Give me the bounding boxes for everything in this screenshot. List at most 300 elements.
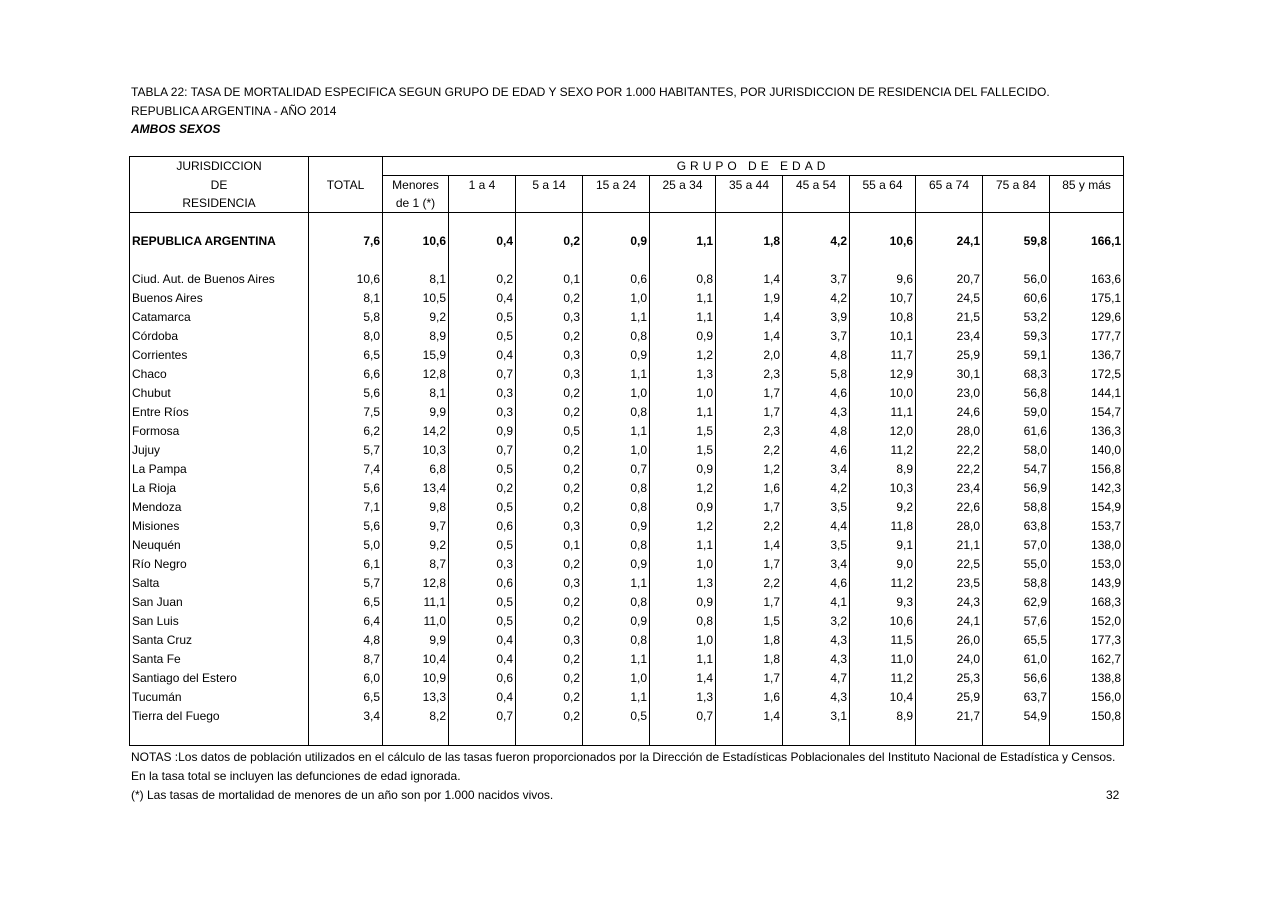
rate-cell: 65,5 (983, 631, 1050, 650)
header-age: 45 a 54 (783, 176, 850, 195)
rate-cell: 23,5 (916, 574, 983, 593)
rate-cell: 0,2 (516, 289, 583, 308)
rate-cell: 140,0 (1050, 441, 1124, 460)
rate-cell: 177,7 (1050, 327, 1124, 346)
rate-cell: 0,1 (516, 270, 583, 289)
table-row (130, 403, 1124, 422)
rate-cell: 11,2 (850, 574, 916, 593)
rate-cell: 1,0 (583, 441, 650, 460)
rate-cell: 154,9 (1050, 498, 1124, 517)
rate-cell: 11,8 (850, 517, 916, 536)
rate-cell: 0,5 (449, 460, 516, 479)
rate-cell: 10,4 (383, 650, 449, 669)
rate-cell: 2,3 (716, 365, 783, 384)
jurisdiction-name: Tucumán (130, 688, 309, 707)
table-row (130, 631, 1124, 650)
rate-cell: 1,7 (716, 555, 783, 574)
rate-cell: 0,8 (583, 631, 650, 650)
rate-cell: 10,9 (383, 669, 449, 688)
rate-cell: 0,2 (516, 403, 583, 422)
table-row (130, 555, 1124, 574)
rate-cell: 8,2 (383, 707, 449, 726)
table-row (130, 574, 1124, 593)
rate-cell: 8,1 (309, 289, 383, 308)
rate-cell: 1,0 (583, 289, 650, 308)
rate-cell: 0,8 (583, 403, 650, 422)
rate-cell: 1,1 (650, 232, 716, 251)
rate-cell: 0,9 (650, 327, 716, 346)
rate-cell: 1,7 (716, 384, 783, 403)
rate-cell: 8,9 (383, 327, 449, 346)
jurisdiction-name: Santa Cruz (130, 631, 309, 650)
rate-cell: 1,0 (650, 384, 716, 403)
rate-cell: 0,3 (516, 631, 583, 650)
rate-cell: 1,4 (650, 669, 716, 688)
rate-cell: 9,6 (850, 270, 916, 289)
rate-cell: 24,6 (916, 403, 983, 422)
jurisdiction-name: Río Negro (130, 555, 309, 574)
rate-cell: 8,0 (309, 327, 383, 346)
rate-cell: 154,7 (1050, 403, 1124, 422)
rate-cell: 53,2 (983, 308, 1050, 327)
rate-cell: 0,3 (449, 555, 516, 574)
rate-cell: 12,0 (850, 422, 916, 441)
rate-cell: 68,3 (983, 365, 1050, 384)
rate-cell: 10,0 (850, 384, 916, 403)
rate-cell: 175,1 (1050, 289, 1124, 308)
header-residencia: RESIDENCIA (130, 194, 309, 213)
rate-cell: 11,0 (383, 612, 449, 631)
jurisdiction-name: Jujuy (130, 441, 309, 460)
page-number: 32 (1106, 788, 1120, 802)
rate-cell: 2,0 (716, 346, 783, 365)
rate-cell: 4,1 (783, 593, 850, 612)
rate-cell: 58,8 (983, 498, 1050, 517)
jurisdiction-name: Córdoba (130, 327, 309, 346)
table-row (130, 460, 1124, 479)
rate-cell: 0,9 (650, 593, 716, 612)
rate-cell: 0,2 (516, 384, 583, 403)
table-row (130, 498, 1124, 517)
rate-cell: 1,1 (650, 403, 716, 422)
rate-cell: 10,6 (850, 612, 916, 631)
rate-cell: 56,0 (983, 270, 1050, 289)
rate-cell: 172,5 (1050, 365, 1124, 384)
jurisdiction-name: Misiones (130, 517, 309, 536)
rate-cell: 10,6 (309, 270, 383, 289)
rate-cell: 54,9 (983, 707, 1050, 726)
rate-cell: 4,2 (783, 232, 850, 251)
rate-cell: 24,0 (916, 650, 983, 669)
header-menores-sub: de 1 (*) (383, 194, 449, 213)
rate-cell: 12,8 (383, 574, 449, 593)
rate-cell: 1,0 (583, 669, 650, 688)
header-age: 5 a 14 (516, 176, 583, 195)
rate-cell: 22,2 (916, 460, 983, 479)
rate-cell: 7,6 (309, 232, 383, 251)
rate-cell: 54,7 (983, 460, 1050, 479)
rate-cell: 55,0 (983, 555, 1050, 574)
rate-cell: 0,8 (583, 327, 650, 346)
rate-cell: 24,1 (916, 612, 983, 631)
rate-cell: 0,2 (516, 612, 583, 631)
rate-cell: 1,0 (650, 555, 716, 574)
rate-cell: 10,6 (383, 232, 449, 251)
jurisdiction-name: San Juan (130, 593, 309, 612)
rate-cell: 7,1 (309, 498, 383, 517)
rate-cell: 168,3 (1050, 593, 1124, 612)
header-grupo-edad: GRUPO DE EDAD (383, 157, 1124, 176)
rate-cell: 5,8 (783, 365, 850, 384)
rate-cell: 26,0 (916, 631, 983, 650)
rate-cell: 1,6 (716, 479, 783, 498)
note-edad-ignorada: En la tasa total se incluyen las defunciones de edad ignorada. (131, 769, 461, 783)
note-poblacion: NOTAS :Los datos de población utilizados en el cálculo de las tasas fueron proporcionados por la Dirección de Estadísticas Poblacionales del Instituto Nacional de Estadística y Censos. (131, 750, 1116, 764)
rate-cell: 4,6 (783, 574, 850, 593)
rate-cell: 0,5 (583, 707, 650, 726)
header-age: 35 a 44 (716, 176, 783, 195)
rate-cell: 60,6 (983, 289, 1050, 308)
rate-cell: 28,0 (916, 422, 983, 441)
rate-cell: 10,8 (850, 308, 916, 327)
rate-cell: 0,5 (449, 308, 516, 327)
rate-cell: 0,3 (516, 574, 583, 593)
rate-cell: 25,9 (916, 346, 983, 365)
rate-cell: 0,8 (583, 498, 650, 517)
rate-cell: 3,7 (783, 327, 850, 346)
table-row (130, 517, 1124, 536)
table-row (130, 289, 1124, 308)
rate-cell: 22,2 (916, 441, 983, 460)
rate-cell: 56,8 (983, 384, 1050, 403)
rate-cell: 1,4 (716, 536, 783, 555)
rate-cell: 129,6 (1050, 308, 1124, 327)
rate-cell: 6,5 (309, 593, 383, 612)
rate-cell: 9,9 (383, 403, 449, 422)
table-row (130, 688, 1124, 707)
rate-cell: 6,2 (309, 422, 383, 441)
rate-cell: 1,1 (583, 365, 650, 384)
rate-cell: 1,7 (716, 593, 783, 612)
rate-cell: 0,2 (516, 460, 583, 479)
table-row (130, 441, 1124, 460)
rate-cell: 6,4 (309, 612, 383, 631)
jurisdiction-name: La Pampa (130, 460, 309, 479)
rate-cell: 28,0 (916, 517, 983, 536)
rate-cell: 1,1 (583, 650, 650, 669)
rate-cell: 13,3 (383, 688, 449, 707)
rate-cell: 0,2 (516, 707, 583, 726)
jurisdiction-name: Ciud. Aut. de Buenos Aires (130, 270, 309, 289)
rate-cell: 1,1 (650, 650, 716, 669)
header-jurisdiccion: JURISDICCION (130, 157, 309, 176)
rate-cell: 10,3 (383, 441, 449, 460)
rate-cell: 153,0 (1050, 555, 1124, 574)
rate-cell: 0,8 (583, 536, 650, 555)
rate-cell: 0,3 (449, 403, 516, 422)
jurisdiction-name: Salta (130, 574, 309, 593)
rate-cell: 6,5 (309, 346, 383, 365)
rate-cell: 12,9 (850, 365, 916, 384)
table-row (130, 650, 1124, 669)
rate-cell: 23,4 (916, 327, 983, 346)
rate-cell: 10,7 (850, 289, 916, 308)
header-de: DE (130, 176, 309, 195)
rate-cell: 1,1 (583, 688, 650, 707)
rate-cell: 0,4 (449, 688, 516, 707)
rate-cell: 162,7 (1050, 650, 1124, 669)
rate-cell: 8,9 (850, 707, 916, 726)
rate-cell: 4,8 (309, 631, 383, 650)
rate-cell: 1,1 (650, 308, 716, 327)
rate-cell: 0,8 (583, 593, 650, 612)
rate-cell: 11,2 (850, 669, 916, 688)
rate-cell: 0,2 (516, 232, 583, 251)
rate-cell: 0,2 (449, 270, 516, 289)
national-row (130, 232, 1124, 251)
rate-cell: 61,6 (983, 422, 1050, 441)
table-subtitle: REPUBLICA ARGENTINA - AÑO 2014 (131, 104, 337, 118)
table-row (130, 365, 1124, 384)
rate-cell: 0,3 (449, 384, 516, 403)
rate-cell: 0,6 (449, 517, 516, 536)
rate-cell: 2,2 (716, 441, 783, 460)
rate-cell: 1,3 (650, 688, 716, 707)
rate-cell: 163,6 (1050, 270, 1124, 289)
rate-cell: 11,1 (383, 593, 449, 612)
header-age: 55 a 64 (850, 176, 916, 195)
rate-cell: 5,7 (309, 574, 383, 593)
rate-cell: 0,5 (449, 612, 516, 631)
rate-cell: 58,8 (983, 574, 1050, 593)
rate-cell: 0,6 (449, 574, 516, 593)
rate-cell: 56,9 (983, 479, 1050, 498)
rate-cell: 1,1 (583, 308, 650, 327)
rate-cell: 59,0 (983, 403, 1050, 422)
rate-cell: 6,8 (383, 460, 449, 479)
rate-cell: 6,6 (309, 365, 383, 384)
rate-cell: 0,2 (516, 498, 583, 517)
rate-cell: 2,2 (716, 517, 783, 536)
rate-cell: 4,3 (783, 631, 850, 650)
rate-cell: 0,9 (650, 460, 716, 479)
rate-cell: 1,0 (583, 384, 650, 403)
rate-cell: 0,2 (516, 650, 583, 669)
rate-cell: 22,5 (916, 555, 983, 574)
rate-cell: 9,9 (383, 631, 449, 650)
rate-cell: 1,5 (716, 612, 783, 631)
jurisdiction-name: Chubut (130, 384, 309, 403)
jurisdiction-name: Santa Fe (130, 650, 309, 669)
header-age: 1 a 4 (449, 176, 516, 195)
rate-cell: 8,1 (383, 270, 449, 289)
rate-cell: 0,2 (449, 479, 516, 498)
sex-label: AMBOS SEXOS (131, 122, 221, 136)
rate-cell: 6,0 (309, 669, 383, 688)
rate-cell: 0,5 (449, 536, 516, 555)
jurisdiction-name: Formosa (130, 422, 309, 441)
rate-cell: 0,5 (449, 593, 516, 612)
rate-cell: 0,7 (449, 707, 516, 726)
table-row (130, 384, 1124, 403)
rate-cell: 24,1 (916, 232, 983, 251)
rate-cell: 11,5 (850, 631, 916, 650)
table-row (130, 270, 1124, 289)
rate-cell: 10,5 (383, 289, 449, 308)
rate-cell: 3,4 (783, 555, 850, 574)
rate-cell: 0,2 (516, 555, 583, 574)
rate-cell: 30,1 (916, 365, 983, 384)
rate-cell: 57,0 (983, 536, 1050, 555)
rate-cell: 0,2 (516, 479, 583, 498)
rate-cell: 4,8 (783, 346, 850, 365)
rate-cell: 138,0 (1050, 536, 1124, 555)
rate-cell: 9,0 (850, 555, 916, 574)
rate-cell: 1,2 (716, 460, 783, 479)
rate-cell: 3,5 (783, 536, 850, 555)
rate-cell: 1,9 (716, 289, 783, 308)
header-total: TOTAL (309, 176, 383, 195)
rate-cell: 142,3 (1050, 479, 1124, 498)
rate-cell: 15,9 (383, 346, 449, 365)
rate-cell: 0,7 (449, 441, 516, 460)
jurisdiction-name: San Luis (130, 612, 309, 631)
rate-cell: 11,0 (850, 650, 916, 669)
rate-cell: 1,8 (716, 232, 783, 251)
rate-cell: 1,5 (650, 441, 716, 460)
rate-cell: 1,4 (716, 327, 783, 346)
table-row (130, 327, 1124, 346)
rate-cell: 21,5 (916, 308, 983, 327)
rate-cell: 0,2 (516, 593, 583, 612)
rate-cell: 1,7 (716, 403, 783, 422)
rate-cell: 22,6 (916, 498, 983, 517)
rate-cell: 0,7 (650, 707, 716, 726)
rate-cell: 9,2 (383, 536, 449, 555)
rate-cell: 24,5 (916, 289, 983, 308)
rate-cell: 0,6 (449, 669, 516, 688)
rate-cell: 4,2 (783, 289, 850, 308)
rate-cell: 4,8 (783, 422, 850, 441)
rate-cell: 144,1 (1050, 384, 1124, 403)
rate-cell: 11,1 (850, 403, 916, 422)
rate-cell: 0,3 (516, 365, 583, 384)
table-row (130, 612, 1124, 631)
rate-cell: 166,1 (1050, 232, 1124, 251)
rate-cell: 0,8 (583, 479, 650, 498)
jurisdiction-name: Mendoza (130, 498, 309, 517)
rate-cell: 1,1 (583, 574, 650, 593)
rate-cell: 153,7 (1050, 517, 1124, 536)
rate-cell: 0,5 (449, 498, 516, 517)
rate-cell: 4,2 (783, 479, 850, 498)
rate-cell: 1,3 (650, 365, 716, 384)
table-row (130, 308, 1124, 327)
rate-cell: 1,0 (650, 631, 716, 650)
rate-cell: 0,6 (583, 270, 650, 289)
table-row (130, 707, 1124, 726)
rate-cell: 0,3 (516, 308, 583, 327)
rate-cell: 4,3 (783, 688, 850, 707)
rate-cell: 5,6 (309, 479, 383, 498)
rate-cell: 25,9 (916, 688, 983, 707)
rate-cell: 11,7 (850, 346, 916, 365)
rate-cell: 1,1 (583, 422, 650, 441)
rate-cell: 0,5 (516, 422, 583, 441)
rate-cell: 150,8 (1050, 707, 1124, 726)
rate-cell: 3,4 (309, 707, 383, 726)
rate-cell: 1,4 (716, 707, 783, 726)
rate-cell: 1,3 (650, 574, 716, 593)
rate-cell: 9,1 (850, 536, 916, 555)
rate-cell: 4,6 (783, 384, 850, 403)
rate-cell: 156,8 (1050, 460, 1124, 479)
rate-cell: 9,2 (383, 308, 449, 327)
rate-cell: 1,1 (650, 536, 716, 555)
header-age: 25 a 34 (650, 176, 716, 195)
rate-cell: 1,8 (716, 631, 783, 650)
rate-cell: 59,1 (983, 346, 1050, 365)
mortality-table (129, 156, 1124, 746)
rate-cell: 21,7 (916, 707, 983, 726)
rate-cell: 138,8 (1050, 669, 1124, 688)
rate-cell: 1,2 (650, 479, 716, 498)
jurisdiction-name: La Rioja (130, 479, 309, 498)
rate-cell: 12,8 (383, 365, 449, 384)
rate-cell: 0,9 (583, 346, 650, 365)
rate-cell: 3,4 (783, 460, 850, 479)
jurisdiction-name: Entre Ríos (130, 403, 309, 422)
rate-cell: 0,9 (650, 498, 716, 517)
rate-cell: 6,1 (309, 555, 383, 574)
rate-cell: 24,3 (916, 593, 983, 612)
table-row (130, 479, 1124, 498)
rate-cell: 10,3 (850, 479, 916, 498)
rate-cell: 9,2 (850, 498, 916, 517)
rate-cell: 1,5 (650, 422, 716, 441)
rate-cell: 0,4 (449, 289, 516, 308)
rate-cell: 13,4 (383, 479, 449, 498)
rate-cell: 0,2 (516, 327, 583, 346)
rate-cell: 3,9 (783, 308, 850, 327)
rate-cell: 5,7 (309, 441, 383, 460)
rate-cell: 1,2 (650, 517, 716, 536)
rate-cell: 4,3 (783, 403, 850, 422)
header-menores: Menores (383, 176, 449, 195)
rate-cell: 1,4 (716, 270, 783, 289)
rate-cell: 5,0 (309, 536, 383, 555)
rate-cell: 0,7 (449, 365, 516, 384)
rate-cell: 0,4 (449, 346, 516, 365)
table-title: TABLA 22: TASA DE MORTALIDAD ESPECIFICA SEGUN GRUPO DE EDAD Y SEXO POR 1.000 HABITANTES, POR JURISDICCION DE RESIDENCIA DEL FALLECIDO. (131, 85, 1050, 99)
rate-cell: 8,9 (850, 460, 916, 479)
rate-cell: 0,4 (449, 631, 516, 650)
rate-cell: 4,7 (783, 669, 850, 688)
header-age: 85 y más (1050, 176, 1124, 195)
rate-cell: 62,9 (983, 593, 1050, 612)
rate-cell: 63,8 (983, 517, 1050, 536)
rate-cell: 2,3 (716, 422, 783, 441)
note-nacidos-vivos: (*) Las tasas de mortalidad de menores de un año son por 1.000 nacidos vivos. (131, 788, 554, 802)
rate-cell: 4,6 (783, 441, 850, 460)
rate-cell: 59,3 (983, 327, 1050, 346)
table-row (130, 536, 1124, 555)
jurisdiction-name: Tierra del Fuego (130, 707, 309, 726)
rate-cell: 23,0 (916, 384, 983, 403)
rate-cell: 3,5 (783, 498, 850, 517)
rate-cell: 25,3 (916, 669, 983, 688)
rate-cell: 5,6 (309, 517, 383, 536)
